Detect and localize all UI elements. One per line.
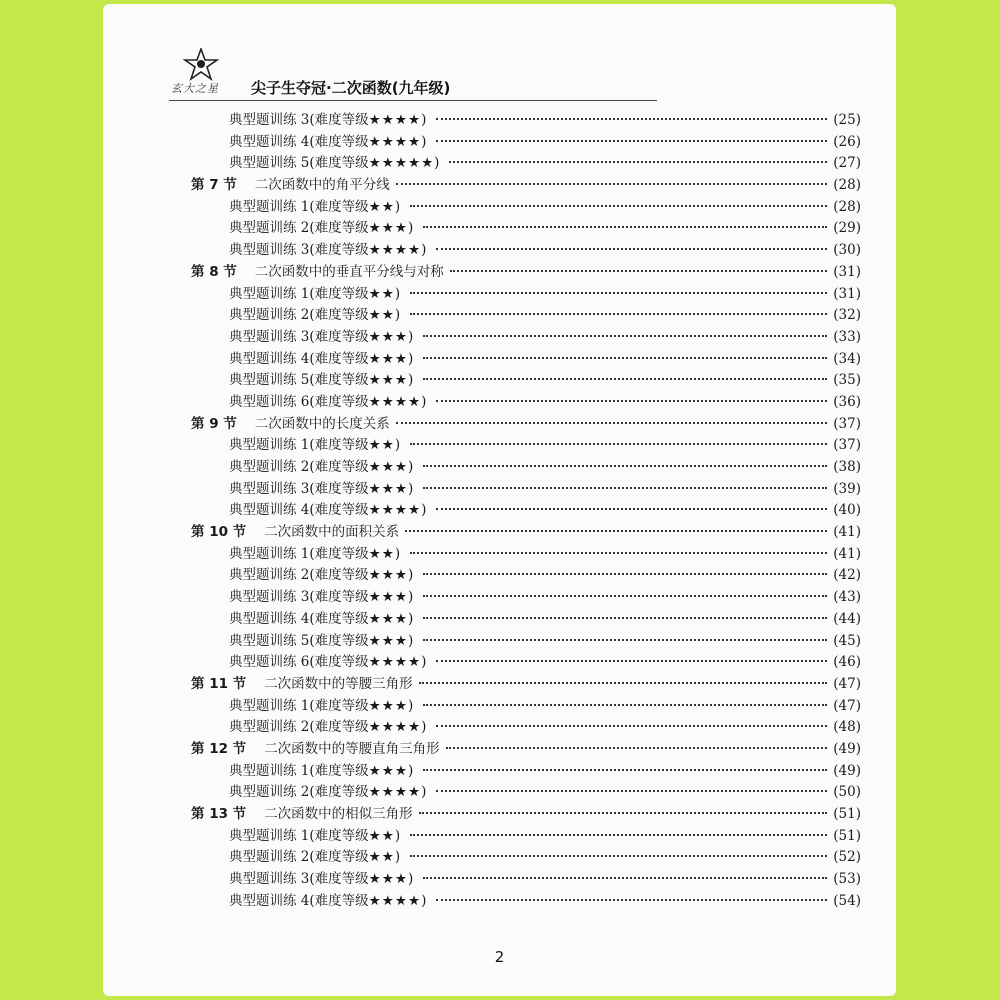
page-ref: (27)	[833, 155, 861, 172]
page-ref: (39)	[833, 480, 861, 497]
section-title: 二次函数中的角平分线	[254, 177, 390, 194]
closing-paren: )	[421, 784, 427, 801]
exercise-title: 典型题训练 6(难度等级	[229, 393, 369, 410]
exercise-title: 典型题训练 3(难度等级	[229, 589, 369, 606]
page-ref: (49)	[833, 740, 861, 757]
toc-subentry	[191, 110, 861, 132]
closing-paren: )	[407, 480, 414, 497]
dot-leader	[436, 140, 827, 142]
dot-leader	[436, 118, 827, 120]
section-number: 第 12 节	[191, 740, 247, 757]
difficulty-stars: ★★★★	[368, 892, 422, 909]
toc-subentry	[191, 500, 861, 522]
dot-leader	[446, 747, 828, 749]
dot-leader	[436, 899, 827, 901]
toc-subentry	[191, 218, 861, 240]
exercise-title: 典型题训练 3(难度等级	[229, 242, 369, 259]
page-ref: (48)	[833, 719, 861, 736]
exercise-title: 典型题训练 6(难度等级	[229, 654, 369, 671]
page-ref: (38)	[833, 459, 861, 475]
exercise-title: 典型题训练 2(难度等级	[229, 784, 369, 801]
table-of-contents	[191, 110, 861, 912]
book-page	[103, 4, 896, 996]
closing-paren: )	[407, 610, 414, 627]
page-ref: (36)	[833, 393, 861, 410]
difficulty-stars: ★★★	[368, 871, 408, 888]
difficulty-stars: ★★★★	[368, 242, 422, 259]
difficulty-stars: ★★★	[368, 762, 408, 779]
closing-paren: )	[407, 459, 414, 475]
page-ref: (49)	[833, 762, 861, 779]
section-number: 第 11 节	[191, 675, 247, 692]
toc-section	[191, 522, 861, 544]
toc-subentry	[191, 609, 861, 631]
closing-paren: )	[434, 155, 440, 172]
toc-section	[191, 262, 861, 284]
difficulty-stars: ★★	[368, 827, 395, 844]
toc-subentry	[191, 696, 861, 718]
section-number: 第 7 节	[191, 177, 237, 194]
page-ref: (45)	[833, 632, 861, 649]
section-title: 二次函数中的相似三角形	[264, 806, 413, 822]
page-ref: (32)	[833, 307, 861, 324]
difficulty-stars: ★★	[368, 307, 395, 324]
closing-paren: )	[421, 242, 427, 259]
exercise-title: 典型题训练 2(难度等级	[229, 719, 369, 736]
closing-paren: )	[421, 502, 427, 519]
section-title: 二次函数中的垂直平分线与对称	[254, 263, 444, 280]
difficulty-stars: ★★★	[368, 328, 408, 345]
exercise-title: 典型题训练 4(难度等级	[229, 892, 369, 909]
page-ref: (41)	[833, 524, 861, 541]
difficulty-stars: ★★★★	[368, 393, 422, 410]
dot-leader	[436, 790, 827, 792]
difficulty-stars: ★★★	[368, 350, 408, 367]
page-ref: (37)	[833, 415, 861, 432]
dot-leader	[423, 487, 827, 489]
section-number: 第 10 节	[191, 524, 247, 541]
page-ref: (29)	[833, 220, 861, 237]
difficulty-stars: ★★	[368, 285, 395, 302]
toc-subentry	[191, 284, 861, 306]
difficulty-stars: ★★★★	[368, 502, 422, 519]
difficulty-stars: ★★★★	[368, 784, 422, 801]
section-title: 二次函数中的等腰直角三角形	[264, 740, 440, 757]
closing-paren: )	[421, 719, 427, 736]
closing-paren: )	[394, 437, 401, 454]
dot-leader	[423, 573, 827, 575]
page-ref: (54)	[833, 892, 861, 909]
toc-subentry	[191, 457, 861, 479]
page-ref: (33)	[833, 328, 861, 345]
closing-paren: )	[407, 762, 414, 779]
dot-leader	[423, 877, 827, 879]
toc-subentry	[191, 717, 861, 739]
exercise-title: 典型题训练 1(难度等级	[229, 285, 369, 302]
page-ref: (26)	[833, 133, 861, 150]
difficulty-stars: ★★★★	[368, 654, 422, 671]
star-logo-icon	[183, 48, 219, 82]
closing-paren: )	[394, 827, 401, 844]
exercise-title: 典型题训练 3(难度等级	[229, 112, 369, 128]
page-ref: (31)	[833, 285, 861, 302]
exercise-title: 典型题训练 1(难度等级	[229, 762, 369, 779]
closing-paren: )	[407, 632, 414, 649]
exercise-title: 典型题训练 1(难度等级	[229, 545, 369, 562]
exercise-title: 典型题训练 5(难度等级	[229, 372, 369, 389]
dot-leader	[423, 595, 827, 597]
toc-subentry	[191, 240, 861, 262]
difficulty-stars: ★★★	[368, 220, 408, 237]
exercise-title: 典型题训练 2(难度等级	[229, 849, 369, 866]
toc-section	[191, 739, 861, 761]
page-ref: (51)	[833, 827, 861, 844]
page-ref: (41)	[833, 545, 861, 562]
toc-subentry	[191, 392, 861, 414]
page-number: 2	[494, 948, 505, 966]
page-ref: (28)	[833, 177, 861, 194]
dot-leader	[423, 226, 827, 228]
toc-subentry	[191, 327, 861, 349]
dot-leader	[410, 205, 827, 207]
dot-leader	[410, 292, 827, 294]
page-ref: (47)	[833, 697, 861, 714]
page-ref: (25)	[833, 112, 861, 128]
exercise-title: 典型题训练 3(难度等级	[229, 328, 369, 345]
difficulty-stars: ★★★	[368, 589, 408, 606]
exercise-title: 典型题训练 3(难度等级	[229, 480, 369, 497]
closing-paren: )	[394, 545, 401, 562]
dot-leader	[423, 378, 827, 380]
page-ref: (53)	[833, 871, 861, 888]
page-ref: (31)	[833, 263, 861, 280]
closing-paren: )	[407, 871, 414, 888]
closing-paren: )	[407, 350, 414, 367]
difficulty-stars: ★★	[368, 198, 395, 215]
book-title: 尖子生夺冠·二次函数(九年级)	[251, 79, 451, 97]
toc-subentry	[191, 132, 861, 154]
toc-section	[191, 674, 861, 696]
exercise-title: 典型题训练 4(难度等级	[229, 133, 369, 150]
section-number: 第 9 节	[191, 415, 237, 432]
exercise-title: 典型题训练 4(难度等级	[229, 610, 369, 627]
dot-leader	[410, 443, 827, 445]
toc-subentry	[191, 891, 861, 913]
page-ref: (43)	[833, 589, 861, 606]
section-title: 二次函数中的等腰三角形	[264, 675, 413, 692]
toc-section	[191, 804, 861, 826]
toc-subentry	[191, 761, 861, 783]
dot-leader	[423, 335, 827, 337]
dot-leader	[436, 660, 827, 662]
dot-leader	[436, 725, 827, 727]
section-title: 二次函数中的长度关系	[254, 415, 390, 432]
dot-leader	[450, 270, 827, 272]
closing-paren: )	[394, 849, 401, 866]
closing-paren: )	[421, 654, 427, 671]
dot-leader	[396, 422, 827, 424]
dot-leader	[410, 834, 827, 836]
publisher-logo	[171, 48, 231, 100]
exercise-title: 典型题训练 5(难度等级	[229, 155, 369, 172]
closing-paren: )	[407, 328, 414, 345]
closing-paren: )	[421, 892, 427, 909]
toc-subentry	[191, 153, 861, 175]
toc-subentry	[191, 544, 861, 566]
toc-subentry	[191, 869, 861, 891]
page-ref: (47)	[833, 675, 861, 692]
page-ref: (30)	[833, 242, 861, 259]
toc-subentry	[191, 826, 861, 848]
exercise-title: 典型题训练 3(难度等级	[229, 871, 369, 888]
closing-paren: )	[407, 697, 414, 714]
page-ref: (50)	[833, 784, 861, 801]
toc-subentry	[191, 479, 861, 501]
exercise-title: 典型题训练 4(难度等级	[229, 502, 369, 519]
closing-paren: )	[421, 133, 427, 150]
page-ref: (51)	[833, 806, 861, 822]
page-ref: (40)	[833, 502, 861, 519]
toc-subentry	[191, 305, 861, 327]
difficulty-stars: ★★★★★	[368, 155, 435, 172]
difficulty-stars: ★★★★	[368, 112, 422, 128]
exercise-title: 典型题训练 1(难度等级	[229, 198, 369, 215]
closing-paren: )	[407, 589, 414, 606]
exercise-title: 典型题训练 2(难度等级	[229, 220, 369, 237]
difficulty-stars: ★★★	[368, 372, 408, 389]
closing-paren: )	[394, 307, 401, 324]
section-number: 第 8 节	[191, 263, 237, 280]
exercise-title: 典型题训练 2(难度等级	[229, 307, 369, 324]
toc-section	[191, 414, 861, 436]
page-ref: (28)	[833, 198, 861, 215]
exercise-title: 典型题训练 1(难度等级	[229, 827, 369, 844]
toc-subentry	[191, 652, 861, 674]
difficulty-stars: ★★	[368, 437, 395, 454]
exercise-title: 典型题训练 2(难度等级	[229, 567, 369, 584]
dot-leader	[423, 357, 827, 359]
closing-paren: )	[421, 393, 427, 410]
toc-subentry	[191, 631, 861, 653]
closing-paren: )	[394, 198, 401, 215]
page-ref: (35)	[833, 372, 861, 389]
section-number: 第 13 节	[191, 806, 247, 822]
dot-leader	[423, 639, 827, 641]
page-ref: (52)	[833, 849, 861, 866]
closing-paren: )	[421, 112, 427, 128]
dot-leader	[419, 682, 828, 684]
exercise-title: 典型题训练 1(难度等级	[229, 437, 369, 454]
toc-subentry	[191, 587, 861, 609]
difficulty-stars: ★★★	[368, 459, 408, 475]
difficulty-stars: ★★★	[368, 567, 408, 584]
dot-leader	[436, 248, 827, 250]
header-divider	[169, 100, 657, 101]
dot-leader	[423, 704, 827, 706]
exercise-title: 典型题训练 4(难度等级	[229, 350, 369, 367]
page-ref: (37)	[833, 437, 861, 454]
difficulty-stars: ★★★	[368, 632, 408, 649]
dot-leader	[410, 552, 827, 554]
difficulty-stars: ★★★	[368, 697, 408, 714]
page-ref: (44)	[833, 610, 861, 627]
dot-leader	[410, 313, 827, 315]
toc-subentry	[191, 782, 861, 804]
toc-subentry	[191, 197, 861, 219]
difficulty-stars: ★★★★	[368, 719, 422, 736]
dot-leader	[436, 508, 827, 510]
dot-leader	[423, 617, 827, 619]
page-ref: (42)	[833, 567, 861, 584]
exercise-title: 典型题训练 2(难度等级	[229, 459, 369, 475]
section-title: 二次函数中的面积关系	[264, 524, 400, 541]
difficulty-stars: ★★	[368, 849, 395, 866]
closing-paren: )	[407, 567, 414, 584]
page-ref: (46)	[833, 654, 861, 671]
toc-subentry	[191, 370, 861, 392]
logo-text: 玄大之星	[171, 82, 219, 95]
page-ref: (34)	[833, 350, 861, 367]
difficulty-stars: ★★★	[368, 480, 408, 497]
exercise-title: 典型题训练 1(难度等级	[229, 697, 369, 714]
toc-subentry	[191, 847, 861, 869]
dot-leader	[396, 183, 827, 185]
closing-paren: )	[394, 285, 401, 302]
closing-paren: )	[407, 220, 414, 237]
toc-subentry	[191, 565, 861, 587]
dot-leader	[410, 855, 827, 857]
difficulty-stars: ★★	[368, 545, 395, 562]
dot-leader	[449, 161, 827, 163]
dot-leader	[423, 769, 827, 771]
closing-paren: )	[407, 372, 414, 389]
toc-subentry	[191, 435, 861, 457]
toc-subentry	[191, 349, 861, 371]
dot-leader	[405, 530, 827, 532]
dot-leader	[423, 465, 827, 467]
dot-leader	[419, 812, 828, 814]
toc-section	[191, 175, 861, 197]
difficulty-stars: ★★★★	[368, 133, 422, 150]
exercise-title: 典型题训练 5(难度等级	[229, 632, 369, 649]
dot-leader	[436, 400, 827, 402]
difficulty-stars: ★★★	[368, 610, 408, 627]
